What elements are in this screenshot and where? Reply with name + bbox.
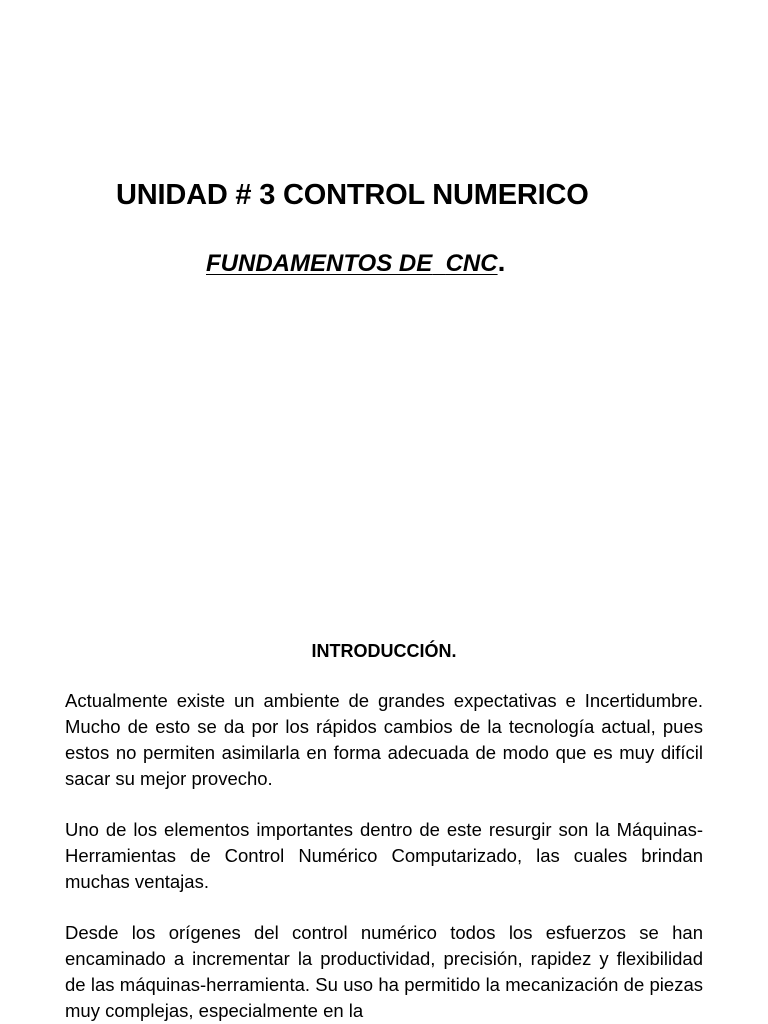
section-heading-introduccion: INTRODUCCIÓN. <box>311 641 457 661</box>
subtitle <box>206 244 505 282</box>
subtitle-prefix: FUNDAMENTOS DE <box>206 250 433 277</box>
subtitle-underlined <box>206 250 498 277</box>
paragraph-1: Actualmente existe un ambiente de grandes expectativas e Incertidumbre. Mucho de esto se da por los rápidos cambios de la tecnología actual, pues estos no permiten asimilarla en forma adecuada de modo que es muy difícil sacar su mejor provecho. <box>65 690 703 789</box>
paragraph-2: Uno de los elementos importantes dentro de este resurgir son la Máquinas-Herramientas de Control Numérico Computarizado, las cuales brindan muchas ventajas. <box>65 819 703 892</box>
subtitle-suffix: . <box>497 246 506 277</box>
subtitle-emphasis: CNC <box>445 250 498 277</box>
paragraph-3: Desde los orígenes del control numérico todos los esfuerzos se han encaminado a incrementar la productividad, precisión, rapidez y flexibilidad de las máquinas-herramienta. Su uso ha permitido la mecanización de piezas muy complejas, especialmente en la <box>65 922 703 1021</box>
unit-title: UNIDAD # 3 CONTROL NUMERICO <box>116 179 589 211</box>
